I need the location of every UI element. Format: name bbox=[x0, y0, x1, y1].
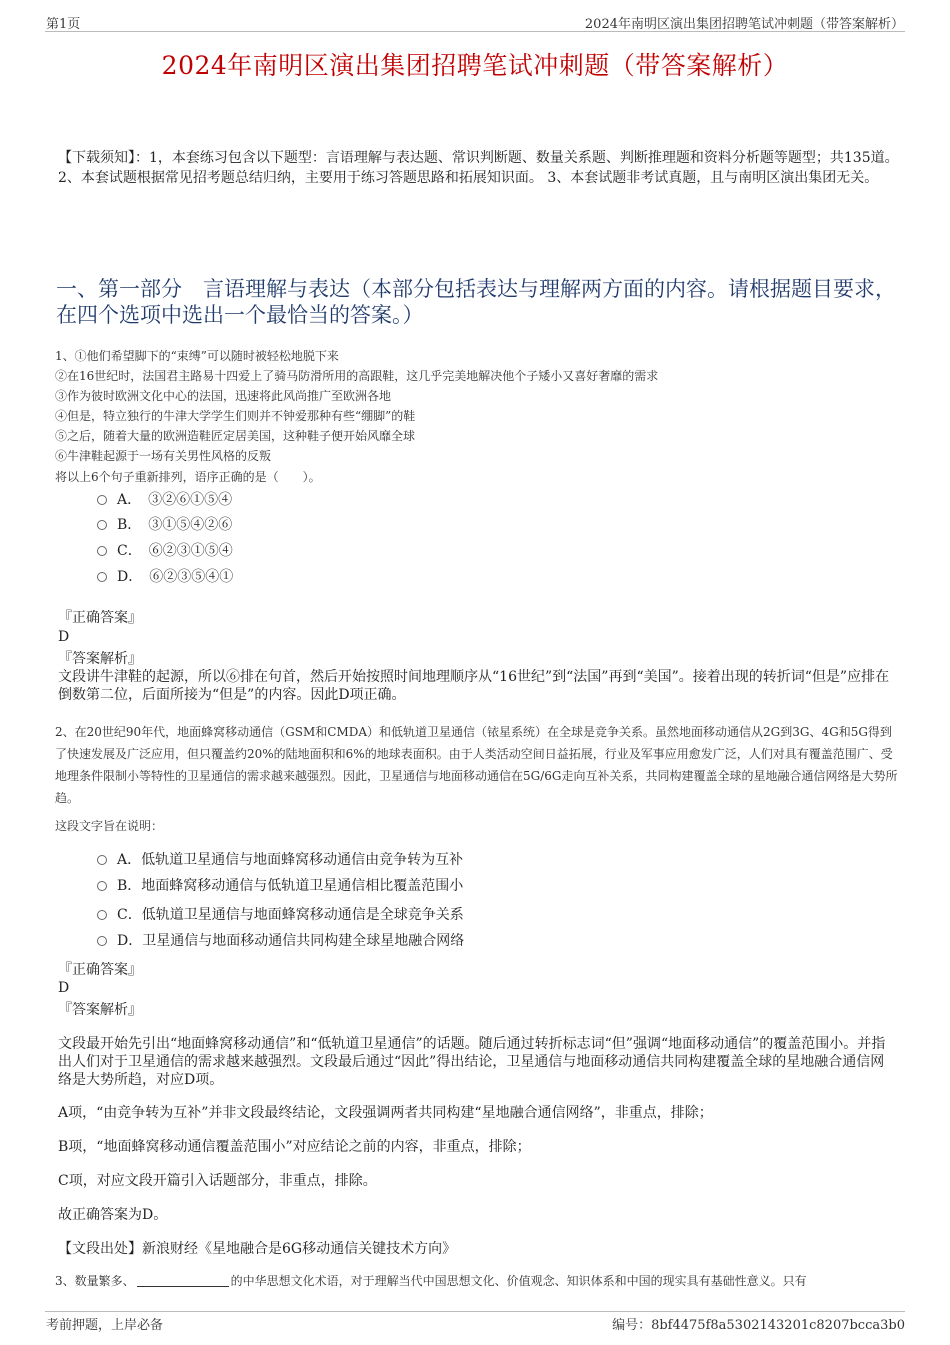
q1-option-d[interactable]: D． ⑥②③⑤④① bbox=[97, 568, 233, 586]
q2-option-a[interactable]: A．低轨道卫星通信与地面蜂窝移动通信由竞争转为互补 bbox=[97, 851, 463, 869]
q2-option-d[interactable]: D．卫星通信与地面移动通信共同构建全球星地融合网络 bbox=[97, 932, 464, 950]
q1-option-b[interactable]: B． ③①⑤④②⑥ bbox=[97, 516, 232, 534]
q2-analysis-label: 『答案解析』 bbox=[58, 1002, 142, 1018]
radio-icon[interactable] bbox=[97, 910, 107, 920]
header-divider bbox=[45, 31, 905, 32]
page-number: 第1页 bbox=[46, 17, 81, 32]
q1-line: ⑤之后，随着大量的欧洲造鞋匠定居美国，这种鞋子便开始风靡全球 bbox=[55, 429, 416, 443]
q2-prompt: 这段文字旨在说明： bbox=[55, 819, 164, 833]
radio-icon[interactable] bbox=[97, 936, 107, 946]
q2-answer-label: 『正确答案』 bbox=[58, 962, 142, 978]
q1-analysis: 文段讲牛津鞋的起源，所以⑥排在句首，然后开始按照时间地理顺序从“16世纪”到“法国”再到“美国”。接着出现的转折词“但是”应排在倒数第二位，后面所接为“但是”的内容。因此D项正确。 bbox=[58, 669, 890, 703]
header-doc-title: 2024年南明区演出集团招聘笔试冲刺题（带答案解析） bbox=[584, 17, 904, 32]
radio-icon[interactable] bbox=[97, 546, 107, 556]
q2-source: 【文段出处】新浪财经《星地融合是6G移动通信关键技术方向》 bbox=[58, 1241, 457, 1257]
q1-line: 1、①他们希望脚下的“束缚”可以随时被轻松地脱下来 bbox=[55, 349, 339, 363]
q1-analysis-label: 『答案解析』 bbox=[58, 651, 142, 667]
section-heading: 一、第一部分 言语理解与表达（本部分包括表达与理解两方面的内容。请根据题目要求，在四个选项中选出一个最恰当的答案。） bbox=[56, 277, 896, 327]
radio-icon[interactable] bbox=[97, 855, 107, 865]
q2-option-c[interactable]: C．低轨道卫星通信与地面蜂窝移动通信是全球竞争关系 bbox=[97, 906, 464, 924]
q1-answer: D bbox=[58, 629, 70, 645]
q2-stem: 2、在20世纪90年代，地面蜂窝移动通信（GSM和CMDA）和低轨道卫星通信（铱星系统）在全球是竞争关系。虽然地面移动通信从2G到3G、4G和5G得到了快速发展及广泛应用，但只覆盖约20%的陆地面积和6%的地球表面积。由于人类活动空间日益拓展，行业及军事应用愈发广泛，人们对具有覆盖范围广、受地理条件限制小等特性的卫星通信的需求越来越强烈。因此，卫星通信与地面移动通信在5G/6G走向互补关系，共同构建覆盖全球的星地融合通信网络是大势所趋。 bbox=[55, 725, 898, 805]
q1-option-a[interactable]: A． ③②⑥①⑤④ bbox=[97, 491, 232, 509]
document-title: 2024年南明区演出集团招聘笔试冲刺题（带答案解析） bbox=[161, 51, 789, 80]
q1-answer-label: 『正确答案』 bbox=[58, 610, 142, 626]
q1-prompt: 将以上6个句子重新排列，语序正确的是（ ）。 bbox=[55, 470, 321, 484]
blank-line bbox=[137, 1274, 229, 1287]
footer-slogan: 考前押题，上岸必备 bbox=[46, 1318, 164, 1333]
download-notice: 【下载须知】：1，本套练习包含以下题型：言语理解与表达题、常识判断题、数量关系题、判断推理题和资料分析题等题型；共135道。 2、本套试题根据常见招考题总结归纳，主要用于练习答题思路和拓展知识面。 3、本套试题非考试真题，且与南明区演出集团无关。 bbox=[58, 150, 899, 186]
q1-line: ⑥牛津鞋起源于一场有关男性风格的反叛 bbox=[55, 449, 272, 463]
q2-analysis-paragraph: A项，“由竞争转为互补”并非文段最终结论，文段强调两者共同构建“星地融合通信网络”，非重点，排除； bbox=[58, 1105, 713, 1121]
radio-icon[interactable] bbox=[97, 881, 107, 891]
q1-line: ②在16世纪时，法国君主路易十四爱上了骑马防滑所用的高跟鞋，这几乎完美地解决他个子矮小又喜好奢靡的需求 bbox=[55, 369, 659, 383]
footer-doc-id: 编号：8bf4475f8a5302143201c8207bcca3b0 bbox=[612, 1318, 905, 1333]
radio-icon[interactable] bbox=[97, 572, 107, 582]
q2-analysis-paragraph: 文段最开始先引出“地面蜂窝移动通信”和“低轨道卫星通信”的话题。随后通过转折标志词“但”强调“地面移动通信”的覆盖范围小。并指出人们对于卫星通信的需求越来越强烈。文段最后通过“因此”得出结论，卫星通信与地面移动通信共同构建覆盖全球的星地融合通信网络是大势所趋，对应D项。 bbox=[58, 1036, 886, 1088]
q2-answer: D bbox=[58, 980, 70, 996]
q2-analysis-paragraph: 故正确答案为D。 bbox=[58, 1207, 168, 1223]
q1-line: ④但是，特立独行的牛津大学学生们则并不钟爱那种有些“绷脚”的鞋 bbox=[55, 409, 416, 423]
q2-analysis-paragraph: B项，“地面蜂窝移动通信覆盖范围小”对应结论之前的内容，非重点，排除； bbox=[58, 1139, 531, 1155]
q1-line: ③作为彼时欧洲文化中心的法国，迅速将此风尚推广至欧洲各地 bbox=[55, 389, 392, 403]
radio-icon[interactable] bbox=[97, 520, 107, 530]
q3-stem: 3、数量繁多、 的中华思想文化术语，对于理解当代中国思想文化、价值观念、知识体系和中国的现实具有基础性意义。只有 bbox=[55, 1274, 807, 1288]
q1-option-c[interactable]: C． ⑥②③①⑤④ bbox=[97, 542, 233, 560]
footer-divider bbox=[45, 1311, 905, 1312]
radio-icon[interactable] bbox=[97, 495, 107, 505]
q2-option-b[interactable]: B．地面蜂窝移动通信与低轨道卫星通信相比覆盖范围小 bbox=[97, 877, 463, 895]
q2-analysis-paragraph: C项，对应文段开篇引入话题部分，非重点，排除。 bbox=[58, 1173, 377, 1189]
